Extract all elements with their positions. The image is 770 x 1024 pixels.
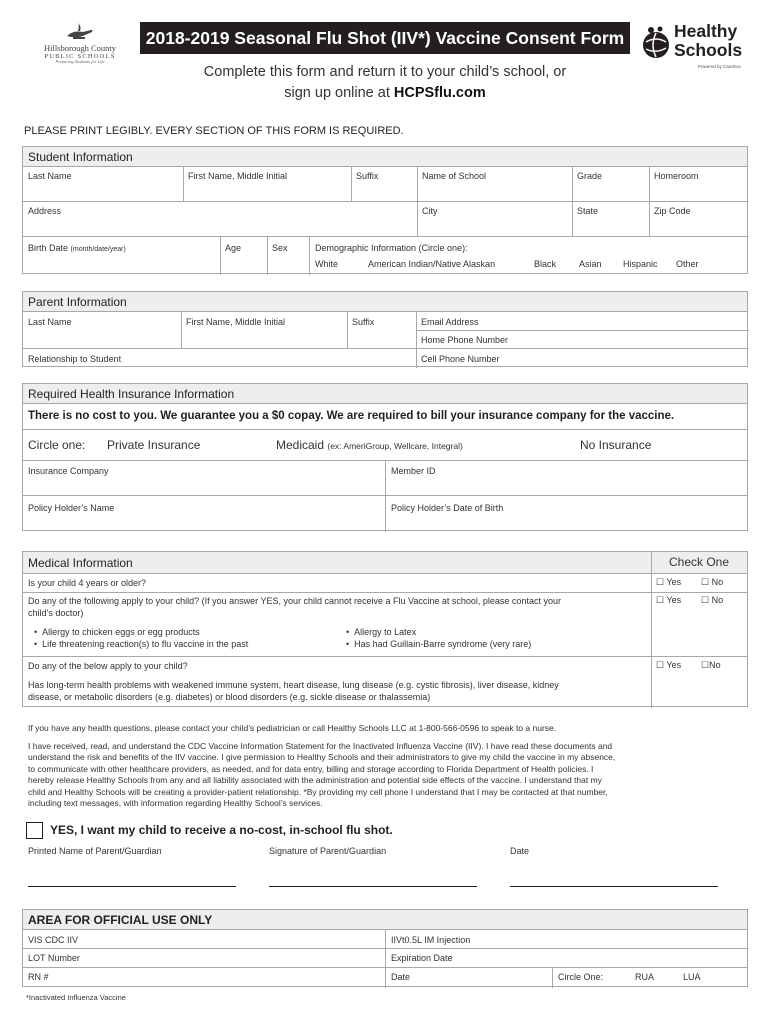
policy-holder-name-field[interactable]: Policy Holder’s Name [28,503,115,513]
expiration-date-field[interactable]: Expiration Date [391,953,453,963]
district-tagline: Preparing Students for Life [55,58,105,64]
email-field[interactable]: Email Address [421,317,479,327]
school-name-field[interactable]: Name of School [422,171,487,181]
brand-line-2: Schools [674,40,743,60]
health-problems-yes-checkbox[interactable]: ☐ Yes [656,660,682,670]
signature-label: Signature of Parent/Guardian [269,846,387,856]
age-yes-checkbox[interactable]: ☐ Yes [656,577,682,587]
official-date-field[interactable]: Date [391,972,411,982]
consent-line: I have received, read, and understand the CDC Vaccine Information Statement for the Inactivated Influenza Vaccine (IIV). I have read these documents and [28,741,613,751]
demo-option-other[interactable]: Other [676,259,699,269]
footnote: *Inactivated Influenza Vaccine [26,993,126,1002]
address-field[interactable]: Address [28,206,62,216]
printed-name-label: Printed Name of Parent/Guardian [28,846,162,856]
check-one-heading: Check One [669,555,730,569]
date-label: Date [510,846,530,856]
consent-checkbox[interactable] [26,822,43,839]
question-age: Is your child 4 years or older? [28,578,147,588]
age-field[interactable]: Age [225,243,242,253]
signature-line[interactable] [269,886,477,887]
demo-option-asian[interactable]: Asian [579,259,602,269]
sex-field[interactable]: Sex [272,243,288,253]
district-sub: PUBLIC SCHOOLS [44,52,116,60]
demographic-label: Demographic Information (Circle one): [315,243,468,253]
birth-date-hint: (month/date/year) [70,246,126,253]
health-problems-detail-line-1: Has long-term health problems with weakened immune system, heart disease, lung disease (e.g. cystic fibrosis), liver disease, kidney [28,680,559,690]
subtitle-prefix: sign up online at [284,85,394,101]
rn-field[interactable]: RN # [28,972,49,982]
lua-option[interactable]: LUA [683,972,701,982]
no-cost-notice: There is no cost to you. We guarantee you a $0 copay. We are required to bill your insurance company for the vaccine. [28,410,675,422]
homeroom-field[interactable]: Homeroom [654,171,699,181]
grade-field[interactable]: Grade [577,171,603,181]
question-contraindications [28,595,643,619]
no-insurance-option[interactable]: No Insurance [580,438,652,452]
policy-holder-dob-field[interactable]: Policy Holder’s Date of Birth [391,503,504,513]
bullet-guillain-barre-text: Has had Guillain-Barre syndrome (very rare) [354,639,532,649]
parent-section [22,291,748,367]
brand-name [674,22,742,60]
birth-date-label: Birth Date [28,243,69,253]
bullet-egg-allergy-text: Allergy to chicken eggs or egg products [42,627,200,637]
demo-option-white[interactable]: White [315,259,339,269]
bullet-flu-reaction-text: Life threatening reaction(s) to flu vaccine in the past [42,639,249,649]
consent-line: understand the risk and benefits of the IIV vaccine. I give permission to Healthy Schools and their administrators to give my child the vaccine in my absence, [28,752,616,763]
home-phone-field[interactable]: Home Phone Number [421,335,509,345]
contact-info: If you have any health questions, please contact your child’s pediatrician or call Healthy Schools LLC at 1-800-566-0596 to speak to a nurse. [28,723,557,733]
demo-option-hispanic[interactable]: Hispanic [623,259,658,269]
rua-option[interactable]: RUA [635,972,655,982]
form-subtitle [140,62,630,104]
medicaid-option[interactable] [276,439,463,452]
contraindications-yes-checkbox[interactable]: ☐ Yes [656,595,682,605]
health-problems-no-checkbox[interactable]: ☐No [701,660,721,670]
consent-line: to communicate with other healthcare providers, as needed, and for data entry, billing and storage according to Florida Department of Health policies. I [28,763,594,774]
lamp-icon [63,22,97,42]
bullet-flu-reaction: • Life threatening reaction(s) to flu vaccine in the past [34,639,249,649]
student-section [22,146,748,274]
bullet-egg-allergy: • Allergy to chicken eggs or egg products [34,627,200,637]
private-insurance-option[interactable]: Private Insurance [107,438,201,452]
medicaid-label: Medicaid [276,438,325,452]
city-field[interactable]: City [422,206,438,216]
healthy-schools-logo [640,22,752,74]
parent-first-name-field[interactable]: First Name, Middle Initial [186,317,286,327]
insurance-section [22,383,748,531]
signup-link[interactable]: HCPSflu.com [393,85,486,101]
parent-last-name-field[interactable]: Last Name [28,317,72,327]
contraindications-no-checkbox[interactable]: ☐ No [701,595,724,605]
question-contraindications-line-1: Do any of the following apply to your child? (If you answer YES, your child cannot receive a Flu Vaccine at school, please contact your [28,596,561,606]
bullet-latex-allergy-text: Allergy to Latex [354,627,417,637]
vis-cdc-field[interactable]: VIS CDC IIV [28,935,79,945]
student-last-name-field[interactable]: Last Name [28,171,72,181]
demo-option-black[interactable]: Black [534,259,557,269]
student-suffix-field[interactable]: Suffix [356,171,379,181]
birth-date-field[interactable] [23,239,126,256]
medical-section [22,551,748,707]
consent-statement [28,741,738,809]
bullet-latex-allergy: • Allergy to Latex [346,627,417,637]
parent-suffix-field[interactable]: Suffix [352,317,375,327]
consent-line: hereby release Healthy Schools from any and all liability associated with the administration and potential side effects of the vaccine. I understand that my [28,775,602,786]
zip-field[interactable]: Zip Code [654,206,691,216]
insurance-company-field[interactable]: Insurance Company [28,466,109,476]
student-first-name-field[interactable]: First Name, Middle Initial [188,171,288,181]
insurance-section-heading: Required Health Insurance Information [23,384,747,404]
bullet-guillain-barre: • Has had Guillain-Barre syndrome (very rare) [346,639,532,649]
official-use-heading: AREA FOR OFFICIAL USE ONLY [23,910,747,930]
printed-name-line[interactable] [28,886,236,887]
brand-line-1: Healthy [674,21,738,41]
health-problems-detail [28,679,643,703]
brand-powered: Powered by CareDox [698,64,741,69]
cell-phone-field[interactable]: Cell Phone Number [421,354,500,364]
official-circle-one-label: Circle One: [558,972,604,982]
consent-line: including text messages, with information regarding Healthy School’s services. [28,798,323,809]
globe-people-icon [640,26,672,60]
subtitle-line-2 [140,83,630,104]
question-contraindications-line-2: child’s doctor) [28,608,84,618]
student-section-heading: Student Information [23,147,747,167]
lot-number-field[interactable]: LOT Number [28,953,80,963]
state-field[interactable]: State [577,206,599,216]
question-health-problems: Do any of the below apply to your child? [28,661,188,671]
medicaid-hint: (ex: AmeriGroup, Wellcare, Integral) [327,441,463,451]
iivt-field[interactable]: IIVt0.5L IM Injection [391,935,471,945]
circle-one-label: Circle one: [28,438,86,452]
medical-section-heading: Medical Information [23,552,747,574]
official-use-section [22,909,748,987]
subtitle-line-1: Complete this form and return it to your child’s school, or [203,64,567,80]
district-name: Hillsborough County [43,43,117,53]
member-id-field[interactable]: Member ID [391,466,436,476]
health-problems-detail-line-2: disease, or metabolic disorders (e.g. diabetes) or blood disorders (e.g. sickle disease or thalassemia) [28,692,431,702]
district-logo [30,22,130,80]
date-line[interactable] [510,886,718,887]
consent-line: child and Healthy Schools will be creating a provider-patient relationship. *By providing my cell phone I understand that I may be contacted at that number, [28,786,608,797]
parent-section-heading: Parent Information [23,292,747,312]
age-no-checkbox[interactable]: ☐ No [701,577,724,587]
form-title: 2018-2019 Seasonal Flu Shot (IIV*) Vaccine Consent Form [140,22,630,54]
relationship-field[interactable]: Relationship to Student [28,354,122,364]
demo-option-american-indian[interactable]: American Indian/Native Alaskan [368,259,496,269]
print-instruction: PLEASE PRINT LEGIBLY. EVERY SECTION OF THIS FORM IS REQUIRED. [24,125,404,137]
consent-yes-label: YES, I want my child to receive a no-cost, in-school flu shot. [50,823,393,837]
